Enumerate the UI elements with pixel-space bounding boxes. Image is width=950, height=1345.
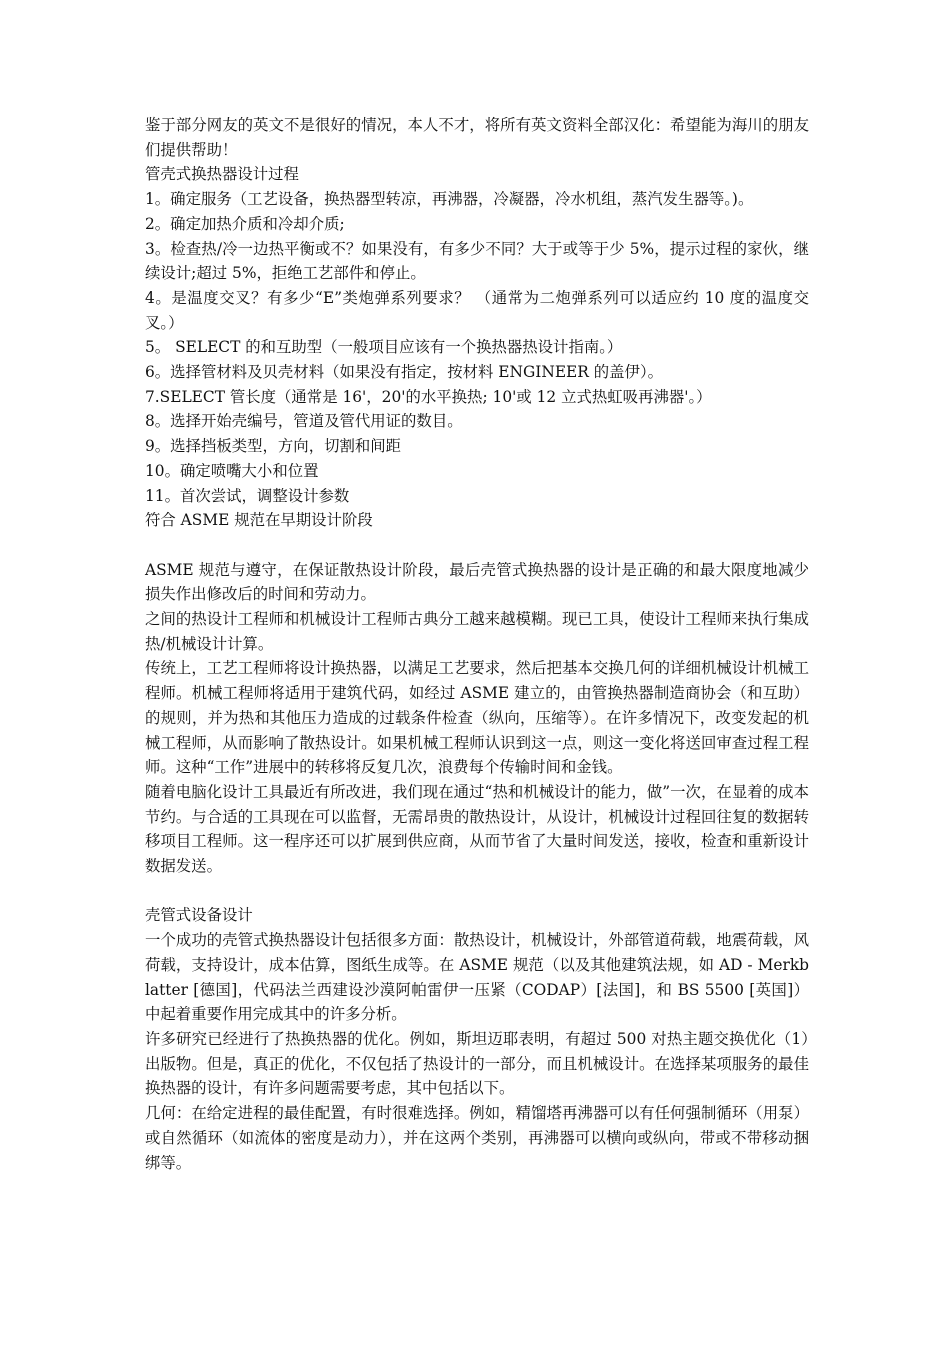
geometry-paragraph: 几何：在给定进程的最佳配置，有时很难选择。例如，精馏塔再沸器可以有任何强制循环（用泵）或自然循环（如流体的密度是动力），并在这两个类别，再沸器可以横向或纵向，带或不带移动捆绑等。: [145, 1104, 809, 1172]
step-item-9: 9。选择挡板类型，方向，切割和间距: [145, 437, 402, 456]
step-item-5: 5。 SELECT 的和互助型（一般项目应该有一个换热器热设计指南。）: [145, 338, 623, 357]
computerized-tools-paragraph: 随着电脑化设计工具最近有所改进，我们现在通过“热和机械设计的能力，做”一次，在显着的成本节约。与合适的工具现在可以监督，无需昂贵的散热设计，从设计，机械设计过程回往复的数据转移项目工程师。这一程序还可以扩展到供应商，从而节省了大量时间发送，接收，检查和重新设计数据发送。: [145, 782, 809, 876]
asme-compliance-paragraph: ASME 规范与遵守，在保证散热设计阶段，最后壳管式换热器的设计是正确的和最大限度地减少损失作出修改后的时间和劳动力。: [145, 560, 809, 604]
traditional-process-paragraph: 传统上，工艺工程师将设计换热器，以满足工艺要求，然后把基本交换几何的详细机械设计机械工程师。机械工程师将适用于建筑代码，如经过 ASME 建立的，由管换热器制造商协会（和互助）的规则，并为热和其他压力造成的过载条件检查（纵向，压缩等）。在许多情况下，改变发起的机械工程师，从而影响了散热设计。如果机械工程师认识到这一点，则这一变化将送回审查过程工程师。这种“工作”进展中的转移将反复几次，浪费每个传输时间和金钱。: [145, 659, 809, 777]
section-title-design-process: 管壳式换热器设计过程: [145, 165, 299, 184]
step-item-10: 10。确定喷嘴大小和位置: [145, 461, 319, 480]
step-item-2: 2。确定加热介质和冷却介质;: [145, 214, 345, 233]
step-item-3: 3。检查热/冷一边热平衡或不？如果没有，有多少不同？大于或等于少 5%，提示过程的家伙，继续设计;超过 5%，拒绝工艺部件和停止。: [145, 239, 809, 283]
division-of-labor-paragraph: 之间的热设计工程师和机械设计工程师古典分工越来越模糊。现已工具，使设计工程师来执行集成热/机械设计计算。: [145, 610, 809, 653]
step-item-1: 1。确定服务（工艺设备，换热器型转凉，再沸器，冷凝器，冷水机组，蒸汽发生器等。)。: [145, 190, 754, 209]
step-item-11: 11。首次尝试，调整设计参数: [145, 486, 350, 505]
intro-paragraph: 鉴于部分网友的英文不是很好的情况，本人不才，将所有英文资料全部汉化：希望能为海川的朋友们提供帮助！: [145, 116, 809, 159]
paragraph-spacer: [145, 879, 809, 904]
successful-design-paragraph: 一个成功的壳管式换热器设计包括很多方面：散热设计，机械设计，外部管道荷载，地震荷载，风荷载，支持设计，成本估算，图纸生成等。在 ASME 规范（以及其他建筑法规，如 AD - Merkblatter [德国]，代码法兰西建设沙漠阿帕雷伊一压紧（CODAP）[法国]，和 BS 5500 [英国]）中起着重要作用完成其中的许多分析。: [145, 931, 809, 1024]
step-item-6: 6。选择管材料及贝壳材料（如果没有指定，按材料 ENGINEER 的盖伊）。: [145, 363, 664, 382]
step-item-7: 7.SELECT 管长度（通常是 16'，20'的水平换热; 10'或 12 立式热虹吸再沸器'。）: [145, 387, 712, 406]
section-title-equipment-design: 壳管式设备设计: [145, 906, 253, 925]
step-item-4: 4。是温度交叉？有多少“E”类炮弹系列要求？ （通常为二炮弹系列可以适应约 10 度的温度交叉。）: [145, 288, 809, 332]
optimization-paragraph: 许多研究已经进行了热换热器的优化。例如，斯坦迈耶表明，有超过 500 对热主题交换优化（1）出版物。但是，真正的优化，不仅包括了热设计的一部分，而且机械设计。在选择某项服务的最佳换热器的设计，有许多问题需要考虑，其中包括以下。: [145, 1029, 809, 1098]
document-page: [145, 113, 809, 1175]
asme-heading: 符合 ASME 规范在早期设计阶段: [145, 511, 373, 530]
paragraph-spacer: [145, 533, 809, 558]
step-item-8: 8。选择开始壳编号，管道及管代用证的数目。: [145, 412, 463, 431]
